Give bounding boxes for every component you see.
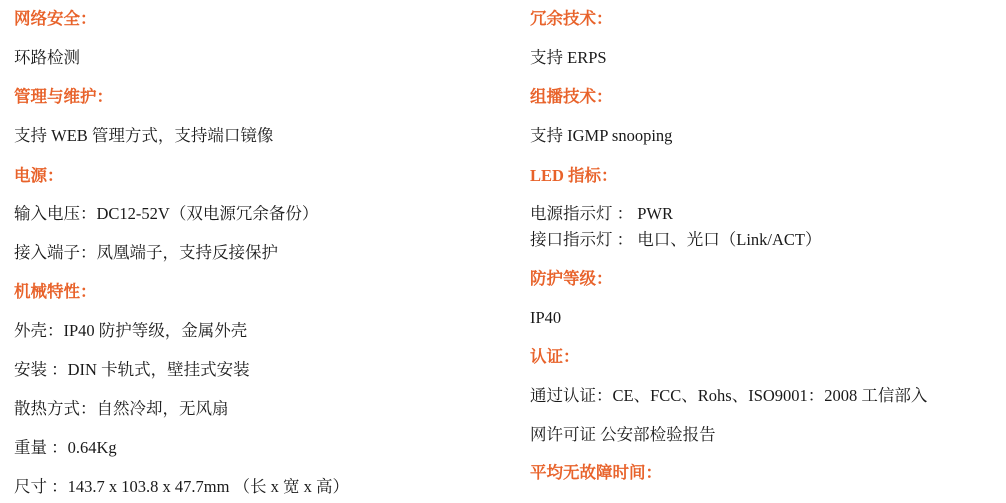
section-heading-redundancy: 冗余技术： xyxy=(530,9,613,28)
section-heading-certification: 认证： xyxy=(530,347,580,366)
section-heading-management: 管理与维护： xyxy=(14,87,113,106)
text-igmp-snooping: 支持 IGMP snooping xyxy=(530,126,673,145)
text-cooling: 散热方式：自然冷却，无风扇 xyxy=(14,399,229,418)
text-ip40: IP40 xyxy=(530,308,562,327)
text-loop-detection: 环路检测 xyxy=(14,48,80,67)
text-terminal: 接入端子：凤凰端子，支持反接保护 xyxy=(14,243,278,262)
text-weight: 重量 ：0.64Kg xyxy=(14,438,117,457)
text-certifications: 通过认证：CE、FCC、Rohs、ISO9001：2008 工信部入 xyxy=(530,386,928,405)
text-erps: 支持 ERPS xyxy=(530,48,607,67)
text-input-voltage: 输入电压：DC12-52V（双电源冗余备份） xyxy=(14,204,319,223)
section-heading-multicast: 组播技术： xyxy=(530,87,613,106)
section-heading-protection-level: 防护等级： xyxy=(530,269,613,288)
section-heading-mechanical: 机械特性： xyxy=(14,282,97,301)
section-heading-led: LED 指标： xyxy=(530,166,618,185)
text-enclosure: 外壳：IP40 防护等级，金属外壳 xyxy=(14,321,248,340)
text-dimensions: 尺寸 ：143.7 x 103.8 x 47.7mm （长 x 宽 x 高） xyxy=(14,477,350,496)
section-heading-mtbf: 平均无故障时间： xyxy=(530,463,662,482)
text-installation: 安装 ：DIN 卡轨式，壁挂式安装 xyxy=(14,360,250,379)
text-port-led: 接口指示灯 ： 电口、光口（Link/ACT） xyxy=(530,230,822,249)
section-heading-network-security: 网络安全： xyxy=(14,9,97,28)
section-heading-power: 电源： xyxy=(14,166,64,185)
text-power-led: 电源指示灯 ： PWR xyxy=(530,204,674,223)
text-certifications-continued: 网许可证 公安部检验报告 xyxy=(530,425,716,444)
text-web-management: 支持 WEB 管理方式，支持端口镜像 xyxy=(14,126,274,145)
